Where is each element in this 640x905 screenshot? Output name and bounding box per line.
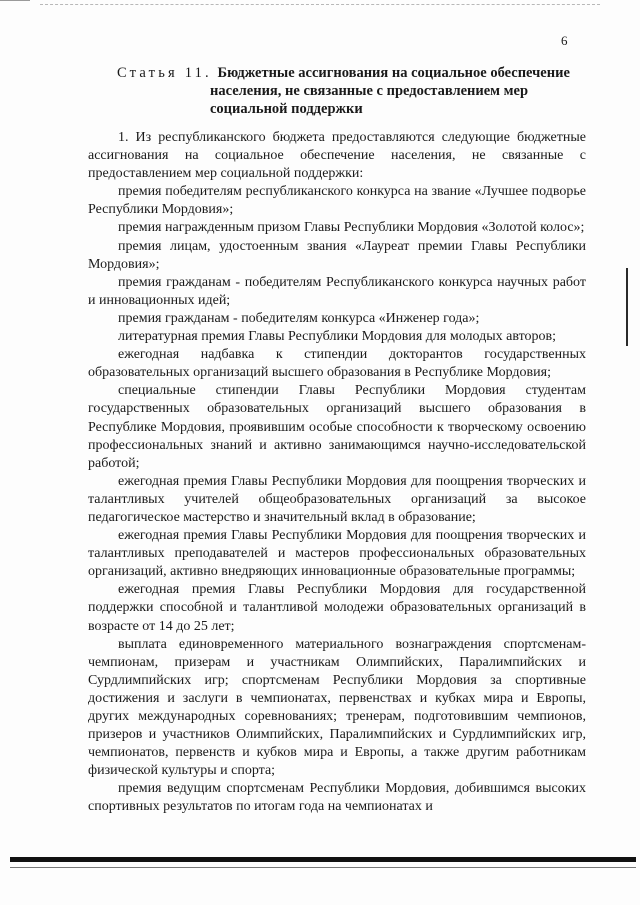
list-item: премия гражданам - победителям Республиканского конкурса научных работ и инновационных идей; [88, 274, 586, 308]
list-item: ежегодная премия Главы Республики Мордовия для поощрения творческих и талантливых учителей общеобразовательных организаций за высокое педагогическое мастерство и значительный вклад в образование; [88, 473, 586, 525]
article-body [88, 129, 586, 817]
list-item: литературная премия Главы Республики Мордовия для молодых авторов; [118, 329, 557, 345]
article-title-line-1: Бюджетные ассигнования на социальное обеспечение [217, 65, 570, 81]
list-item: премия ведущим спортсменам Республики Мордовия, добившимся высоких спортивных результатов по итогам года на чемпионатах и [88, 781, 586, 815]
list-item: премия лицам, удостоенным звания «Лауреат премии Главы Республики Мордовия»; [88, 238, 586, 272]
list-item: ежегодная премия Главы Республики Мордовия для государственной поддержки способной и талантливой молодежи образовательных организаций в возрасте от 14 до 25 лет; [88, 582, 586, 634]
article-heading [117, 64, 587, 118]
list-item: премия гражданам - победителям конкурса «Инженер года»; [118, 310, 480, 326]
article-title-line-2: населения, не связанные с предоставлением мер [210, 83, 529, 99]
list-item: выплата единовременного материального вознаграждения спортсменам-чемпионам, призерам и участникам Олимпийских, Паралимпийских и Сурдлимпийских игр; спортсменам Республики Мордовия за спортивные достижения и заслуги в чемпионатах, первенствах и кубках мира и Европы, других международных соревнованиях; тренерам, подготовившим чемпионов, призеров и участников Олимпийских, Паралимпийских и Сурдлимпийских игр, чемпионатов, первенств и кубков мира и Европы, а также другим работникам физической культуры и спорта; [88, 636, 586, 779]
paragraph-intro: 1. Из республиканского бюджета предоставляются следующие бюджетные ассигнования на социальное обеспечение населения, не связанные с предоставлением мер социальной поддержки: [88, 130, 586, 182]
list-item: ежегодная надбавка к стипендии докторантов государственных образовательных организаций высшего образования в Республике Мордовия; [88, 347, 586, 381]
list-item: премия победителям республиканского конкурса на звание «Лучшее подворье Республики Мордовия»; [88, 184, 586, 218]
list-item: премия награжденным призом Главы Республики Мордовия «Золотой колос»; [118, 220, 585, 236]
article-title-line-3: социальной поддержки [210, 101, 363, 117]
article-label: Статья 11. [117, 65, 212, 81]
top-scan-line [40, 4, 600, 5]
scan-margin-mark [626, 268, 628, 346]
list-item: ежегодная премия Главы Республики Мордовия для поощрения творческих и талантливых преподавателей и мастеров профессиональных образовательных организаций, активно внедряющих инновационные образовательные программы; [88, 528, 586, 580]
scan-bottom-border [10, 857, 636, 862]
page-number: 6 [561, 33, 568, 48]
list-item: специальные стипендии Главы Республики Мордовия студентам государственных образовательных организаций высшего образования в Республике Мордовия, проявившим особые способности к творческому освоению профессиональных знаний и активно занимающимся научно-исследовательской работой; [88, 383, 586, 471]
scan-bottom-line [10, 867, 636, 868]
scan-edge-mark [0, 0, 30, 7]
